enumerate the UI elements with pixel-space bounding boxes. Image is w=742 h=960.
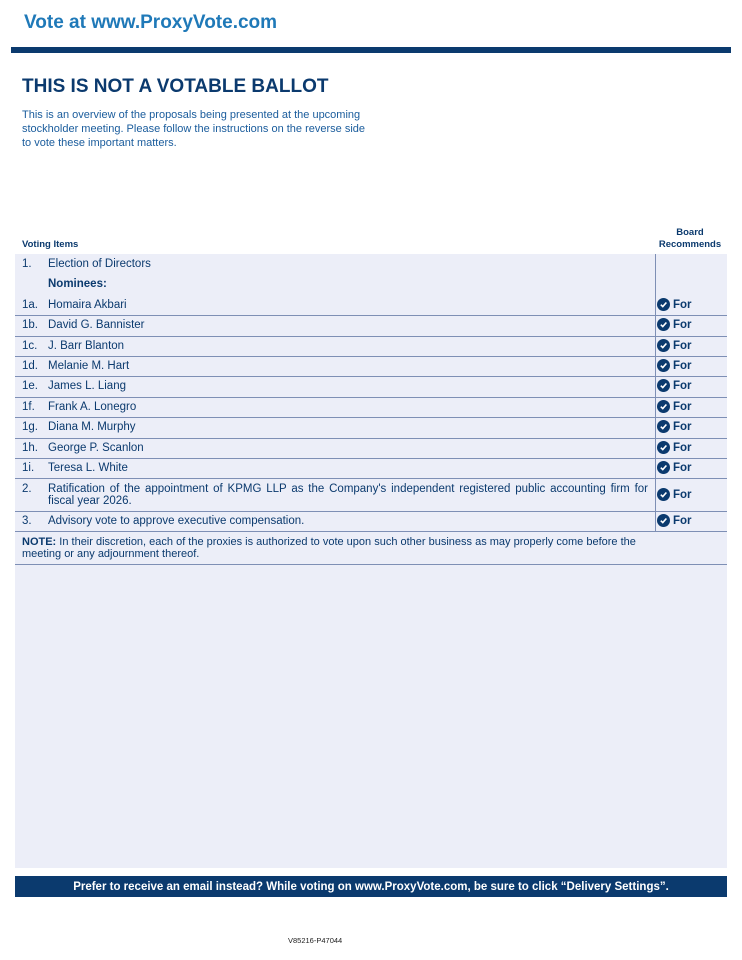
item-row-3	[15, 512, 727, 532]
check-icon	[657, 488, 670, 501]
nominees-label: Nominees:	[48, 278, 107, 290]
item-text: James L. Liang	[48, 380, 126, 392]
recommendation	[657, 488, 692, 501]
header-title: Vote at www.ProxyVote.com	[24, 12, 278, 33]
item-text: Homaira Akbari	[48, 299, 127, 311]
recommendation-label: For	[673, 400, 692, 413]
check-icon	[657, 441, 670, 454]
item-number: 1e.	[22, 380, 38, 392]
item-text: Ratification of the appointment of KPMG LLP as the Company's independent registered public accounting firm for fiscal year 2026.	[48, 483, 648, 507]
item-row-2	[15, 479, 727, 512]
board-header-line1: Board	[676, 227, 704, 238]
item-number: 1a.	[22, 299, 38, 311]
check-icon	[657, 359, 670, 372]
item-number: 1.	[22, 258, 32, 270]
recommendation	[657, 339, 692, 352]
item-row-1h	[15, 439, 727, 459]
recommendation-label: For	[673, 420, 692, 433]
nominees-row	[15, 275, 727, 296]
recommendation	[657, 441, 692, 454]
item-text: Teresa L. White	[48, 462, 128, 474]
document-code: V85216-P47044	[288, 936, 343, 945]
item-number: 3.	[22, 515, 32, 527]
recommendation	[657, 379, 692, 392]
item-number: 1i.	[22, 462, 35, 474]
check-icon	[657, 514, 670, 527]
board-recommends-header	[650, 227, 730, 251]
item-row-1d	[15, 357, 727, 377]
item-text: J. Barr Blanton	[48, 340, 125, 352]
check-icon	[657, 298, 670, 311]
recommendation-label: For	[673, 514, 692, 527]
check-icon	[657, 400, 670, 413]
item-text: Diana M. Murphy	[48, 421, 136, 433]
recommendation-label: For	[673, 379, 692, 392]
item-row-1i	[15, 459, 727, 479]
check-icon	[657, 379, 670, 392]
item-text: Frank A. Lonegro	[48, 401, 137, 413]
check-icon	[657, 461, 670, 474]
header-rule	[11, 47, 731, 53]
item-text: Melanie M. Hart	[48, 360, 130, 372]
note	[22, 536, 650, 560]
item-number: 2.	[22, 483, 32, 495]
item-row-1g	[15, 418, 727, 439]
recommendation-label: For	[673, 441, 692, 454]
page-title: THIS IS NOT A VOTABLE BALLOT	[22, 76, 329, 97]
recommendation	[657, 318, 692, 331]
note-rule	[15, 564, 727, 565]
item-number: 1d.	[22, 360, 38, 372]
board-header-line2: Recommends	[658, 239, 722, 250]
item-row-1e	[15, 377, 727, 398]
footer-banner: Prefer to receive an email instead? While voting on www.ProxyVote.com, be sure to click “Delivery Settings”.	[15, 876, 727, 897]
recommendation-label: For	[673, 339, 692, 352]
check-icon	[657, 339, 670, 352]
recommendation-label: For	[673, 488, 692, 501]
item-row-1a	[15, 296, 727, 316]
recommendation-label: For	[673, 298, 692, 311]
item-number: 1g.	[22, 421, 38, 433]
item-text: Election of Directors	[48, 258, 151, 270]
note-text: In their discretion, each of the proxies is authorized to vote upon such other business as may properly come before the meeting or any adjournment thereof.	[22, 536, 636, 560]
item-text: George P. Scanlon	[48, 442, 144, 454]
recommendation	[657, 359, 692, 372]
recommendation	[657, 400, 692, 413]
item-row-1c	[15, 337, 727, 357]
item-number: 1b.	[22, 319, 38, 331]
intro-text: This is an overview of the proposals being presented at the upcoming stockholder meeting. Please follow the instructions on the reverse side to vote these important matters.	[22, 109, 366, 149]
item-number: 1c.	[22, 340, 38, 352]
voting-items-header: Voting Items	[22, 239, 79, 250]
recommendation	[657, 298, 692, 311]
recommendation-label: For	[673, 359, 692, 372]
recommendation-label: For	[673, 461, 692, 474]
check-icon	[657, 420, 670, 433]
recommendation-label: For	[673, 318, 692, 331]
item-number: 1h.	[22, 442, 38, 454]
item-text: David G. Bannister	[48, 319, 145, 331]
item-row-1b	[15, 316, 727, 337]
item-row-1	[15, 254, 727, 275]
check-icon	[657, 318, 670, 331]
recommendation	[657, 461, 692, 474]
recommendation	[657, 420, 692, 433]
note-label: NOTE:	[22, 536, 57, 548]
item-number: 1f.	[22, 401, 35, 413]
recommendation	[657, 514, 692, 527]
item-text: Advisory vote to approve executive compensation.	[48, 515, 305, 527]
item-row-1f	[15, 398, 727, 418]
